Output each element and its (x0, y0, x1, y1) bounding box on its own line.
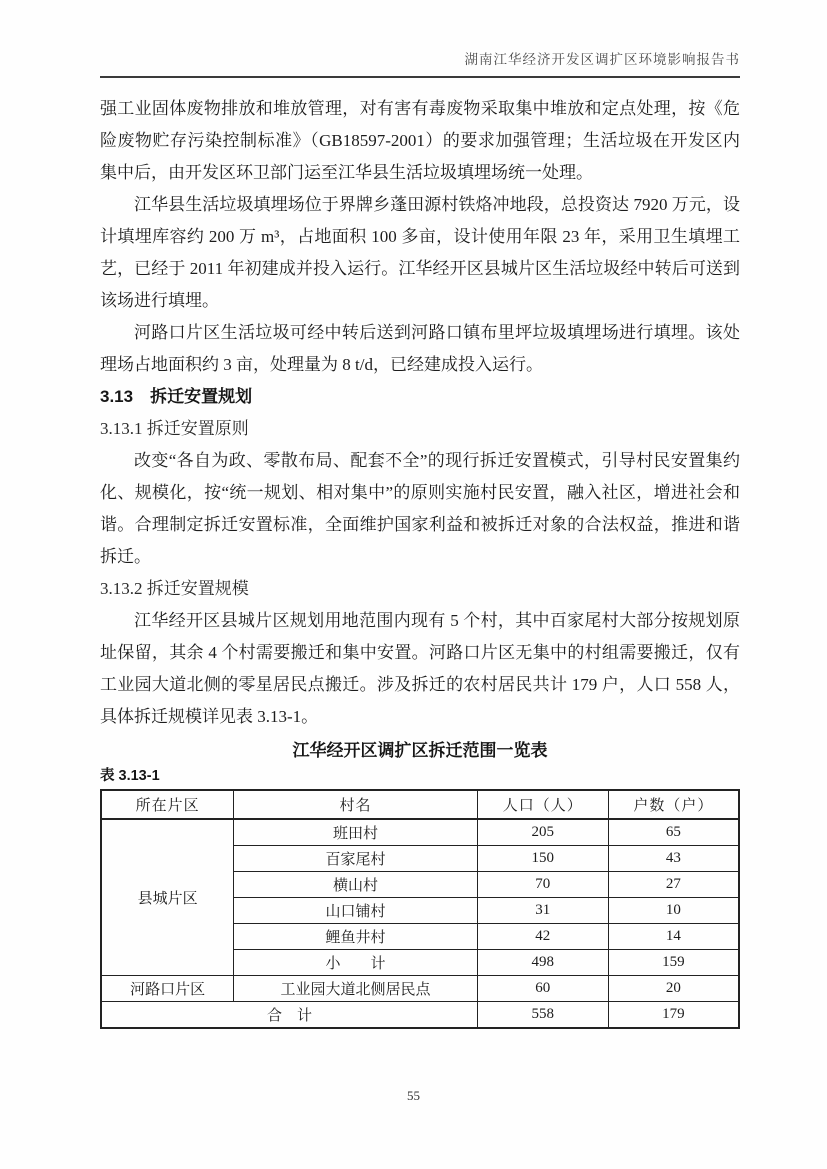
households-cell: 179 (608, 1002, 739, 1029)
village-cell: 班田村 (234, 819, 478, 846)
households-cell: 65 (608, 819, 739, 846)
population-cell: 70 (477, 872, 608, 898)
subtotal-label-cell: 小 计 (234, 950, 478, 976)
area-cell-county: 县城片区 (101, 819, 234, 976)
population-cell: 498 (477, 950, 608, 976)
paragraph-solid-waste: 强工业固体废物排放和堆放管理，对有害有毒废物采取集中堆放和定点处理，按《危险废物贮存污染控制标准》（GB18597-2001）的要求加强管理；生活垃圾在开发区内集中后，由开发区环卫部门运至江华县生活垃圾填埋场统一处理。 (100, 99, 740, 182)
resettlement-table (100, 789, 740, 1029)
population-cell: 558 (477, 1002, 608, 1029)
households-cell: 159 (608, 950, 739, 976)
table-header-row (101, 790, 739, 819)
households-cell: 10 (608, 898, 739, 924)
population-cell: 42 (477, 924, 608, 950)
table-caption: 江华经开区调扩区拆迁范围一览表 (292, 741, 548, 760)
village-cell: 鲤鱼井村 (234, 924, 478, 950)
running-header-title: 湖南江华经济开发区调扩区环境影响报告书 (464, 52, 740, 67)
paragraph-resettlement-scale: 江华经开区县城片区规划用地范围内现有 5 个村，其中百家尾村大部分按规划原址保留，其余 4 个村需要搬迁和集中安置。河路口片区无集中的村组需要搬迁，仅有工业园大道北侧的零星居民点搬迁。涉及拆迁的农村居民共计 179 户，人口 558 人，具体拆迁规模详见表 3.13-1。 (100, 611, 740, 726)
heading-3-13-2: 3.13.2 拆迁安置规模 (100, 579, 249, 598)
table-label: 表 3.13-1 (100, 768, 160, 784)
paragraph-resettlement-principle: 改变“各自为政、零散布局、配套不全”的现行拆迁安置模式，引导村民安置集约化、规模化，按“统一规划、相对集中”的原则实施村民安置，融入社区，增进社会和谐。合理制定拆迁安置标准，全面维护国家利益和被拆迁对象的合法权益，推进和谐拆迁。 (100, 451, 740, 566)
running-header (100, 0, 740, 78)
village-cell: 百家尾村 (234, 846, 478, 872)
area-cell-heluokou: 河路口片区 (101, 976, 234, 1002)
col-header-population: 人口（人） (477, 790, 608, 819)
col-header-households: 户数（户） (608, 790, 739, 819)
households-cell: 27 (608, 872, 739, 898)
table-row-heluokou (101, 976, 739, 1002)
population-cell: 60 (477, 976, 608, 1002)
village-cell: 山口铺村 (234, 898, 478, 924)
col-header-area: 所在片区 (101, 790, 234, 819)
paragraph-heluokou-landfill: 河路口片区生活垃圾可经中转后送到河路口镇布里坪垃圾填埋场进行填埋。该处理场占地面积约 3 亩，处理量为 8 t/d，已经建成投入运行。 (100, 323, 740, 374)
total-label-cell: 合 计 (101, 1002, 477, 1029)
document-body (100, 93, 740, 733)
col-header-village: 村名 (234, 790, 478, 819)
heading-3-13-1: 3.13.1 拆迁安置原则 (100, 419, 249, 438)
heading-3-13: 3.13 拆迁安置规划 (100, 387, 253, 406)
households-cell: 43 (608, 846, 739, 872)
village-cell: 横山村 (234, 872, 478, 898)
households-cell: 14 (608, 924, 739, 950)
header-rule (100, 76, 740, 78)
table-row-total (101, 1002, 739, 1029)
population-cell: 205 (477, 819, 608, 846)
paragraph-landfill: 江华县生活垃圾填埋场位于界牌乡蓬田源村铁烙冲地段，总投资达 7920 万元，设计填埋库容约 200 万 m³，占地面积 100 多亩，设计使用年限 23 年，采用卫生填埋工艺，已经于 2011 年初建成并投入运行。江华经开区县城片区生活垃圾经中转后可送到该场进行填埋。 (100, 195, 740, 310)
page-number: 55 (407, 1088, 420, 1103)
population-cell: 31 (477, 898, 608, 924)
population-cell: 150 (477, 846, 608, 872)
households-cell: 20 (608, 976, 739, 1002)
table-row (101, 819, 739, 846)
village-cell: 工业园大道北侧居民点 (234, 976, 478, 1002)
